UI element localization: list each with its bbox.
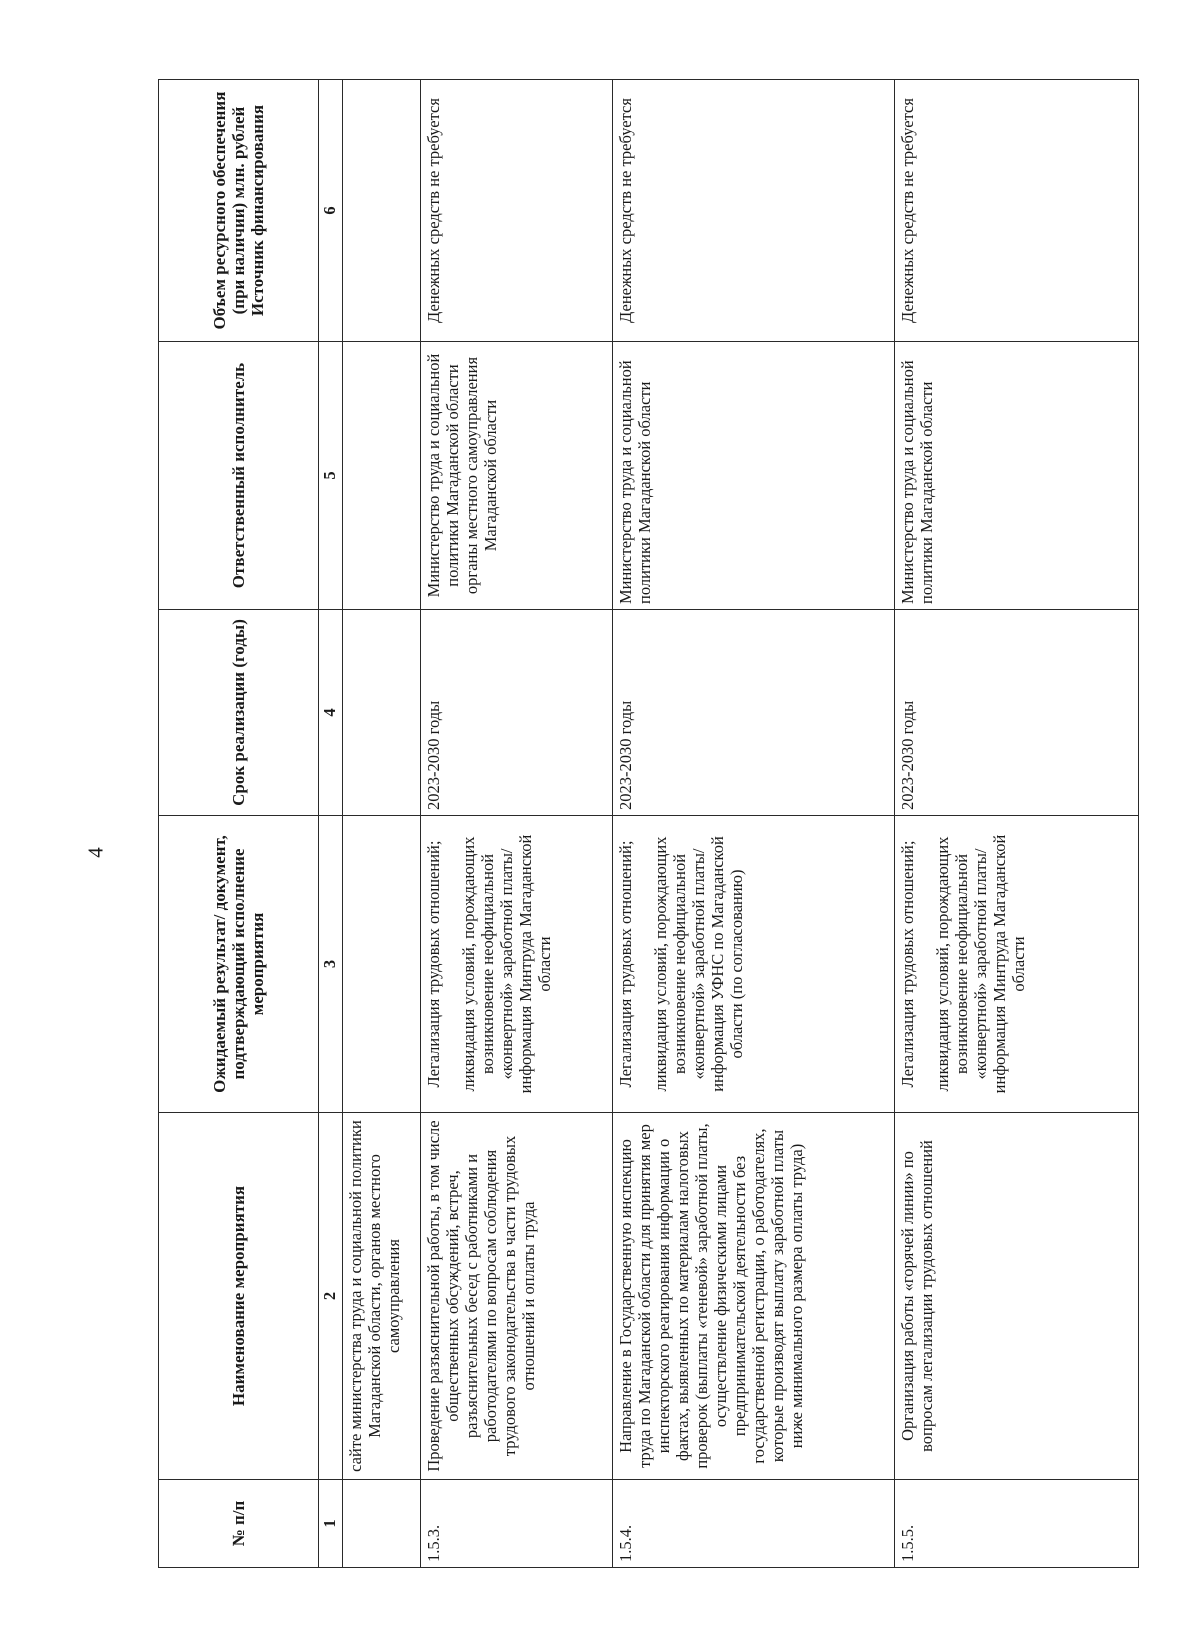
- column-number: 4: [319, 610, 343, 816]
- header-result: Ожидаемый результат/ документ, подтверждающий исполнение мероприятия: [159, 816, 319, 1113]
- column-number: 1: [319, 1480, 343, 1568]
- column-number-row: [319, 80, 343, 1568]
- header-executor: Ответственный исполнитель: [159, 342, 319, 610]
- row-executor: [613, 342, 895, 610]
- row-result: [421, 816, 613, 1113]
- row-executor: [343, 342, 421, 610]
- column-number: 3: [319, 816, 343, 1113]
- row-result: [613, 816, 895, 1113]
- row-number: 1.5.3.: [421, 1480, 613, 1568]
- column-number: 2: [319, 1113, 343, 1480]
- executor-line: Министерство труда и социальной политики Магаданской области: [424, 353, 462, 598]
- table-row: [421, 80, 613, 1568]
- result-line: Легализация трудовых отношений;: [424, 840, 443, 1088]
- table-row-continuation: [343, 80, 421, 1568]
- row-period: 2023-2030 годы: [895, 610, 1139, 816]
- header-name: Наименование мероприятия: [159, 1113, 319, 1480]
- header-funding: Объем ресурсного обеспечения (при наличии) млн. рублей Источник финансирования: [159, 80, 319, 342]
- executor-line: Министерство труда и социальной политики Магаданской области: [616, 360, 654, 604]
- row-result: [343, 816, 421, 1113]
- page-number: 4: [83, 847, 108, 858]
- result-line: Легализация трудовых отношений;: [898, 840, 917, 1088]
- row-funding: Денежных средств не требуется: [421, 80, 613, 342]
- row-period: [343, 610, 421, 816]
- row-funding: Денежных средств не требуется: [613, 80, 895, 342]
- column-number: 6: [319, 80, 343, 342]
- row-funding: Денежных средств не требуется: [895, 80, 1139, 342]
- table-header-row: [159, 80, 319, 1568]
- row-funding: [343, 80, 421, 342]
- rotated-table-container: [158, 80, 1138, 1568]
- table-row: [895, 80, 1139, 1568]
- row-number: 1.5.5.: [895, 1480, 1139, 1568]
- row-period: 2023-2030 годы: [613, 610, 895, 816]
- result-line: ликвидация условий, порождающих возникновение неофициальной «конвертной» заработной платы/информация УФНС по Магаданской области (по согласованию): [650, 836, 746, 1092]
- executor-line: органы местного самоуправления Магаданской области: [461, 356, 500, 595]
- result-line: ликвидация условий, порождающих возникновение неофициальной «конвертной» заработной платы/информация Минтруда Магаданской области: [932, 834, 1028, 1094]
- header-period: Срок реализации (годы): [159, 610, 319, 816]
- result-line: ликвидация условий, порождающих возникновение неофициальной «конвертной» заработной платы/информация Минтруда Магаданской области: [458, 834, 554, 1094]
- row-number: 1.5.4.: [613, 1480, 895, 1568]
- row-executor: [895, 342, 1139, 610]
- row-period: 2023-2030 годы: [421, 610, 613, 816]
- header-number: № п/п: [159, 1480, 319, 1568]
- row-executor: [421, 342, 613, 610]
- column-number: 5: [319, 342, 343, 610]
- row-name: Направление в Государственную инспекцию труда по Магаданской области для принятия мер инспекторского реагирования информации о фактах, выявленных по материалам налоговых проверок (выплаты «теневой» заработной платы, осуществление физическими лицами предпринимательской деятельности без государственной регистрации, о работодателях, которые производят выплату заработной платы ниже минимального размера оплаты труда): [613, 1113, 895, 1480]
- row-name: Организация работы «горячей линии» по вопросам легализации трудовых отношений: [895, 1113, 1139, 1480]
- table-row: [613, 80, 895, 1568]
- row-result: [895, 816, 1139, 1113]
- row-name: сайте министерства труда и социальной политики Магаданской области, органов местного самоуправления: [343, 1113, 421, 1480]
- row-name: Проведение разъяснительной работы, в том числе общественных обсуждений, встреч, разъяснительных бесед с работниками и работодателями по вопросам соблюдения трудового законодательства в части трудовых отношений и оплаты труда: [421, 1113, 613, 1480]
- row-number: [343, 1480, 421, 1568]
- action-plan-table: [158, 79, 1139, 1568]
- executor-line: Министерство труда и социальной политики Магаданской области: [898, 360, 936, 604]
- result-line: Легализация трудовых отношений;: [616, 840, 635, 1088]
